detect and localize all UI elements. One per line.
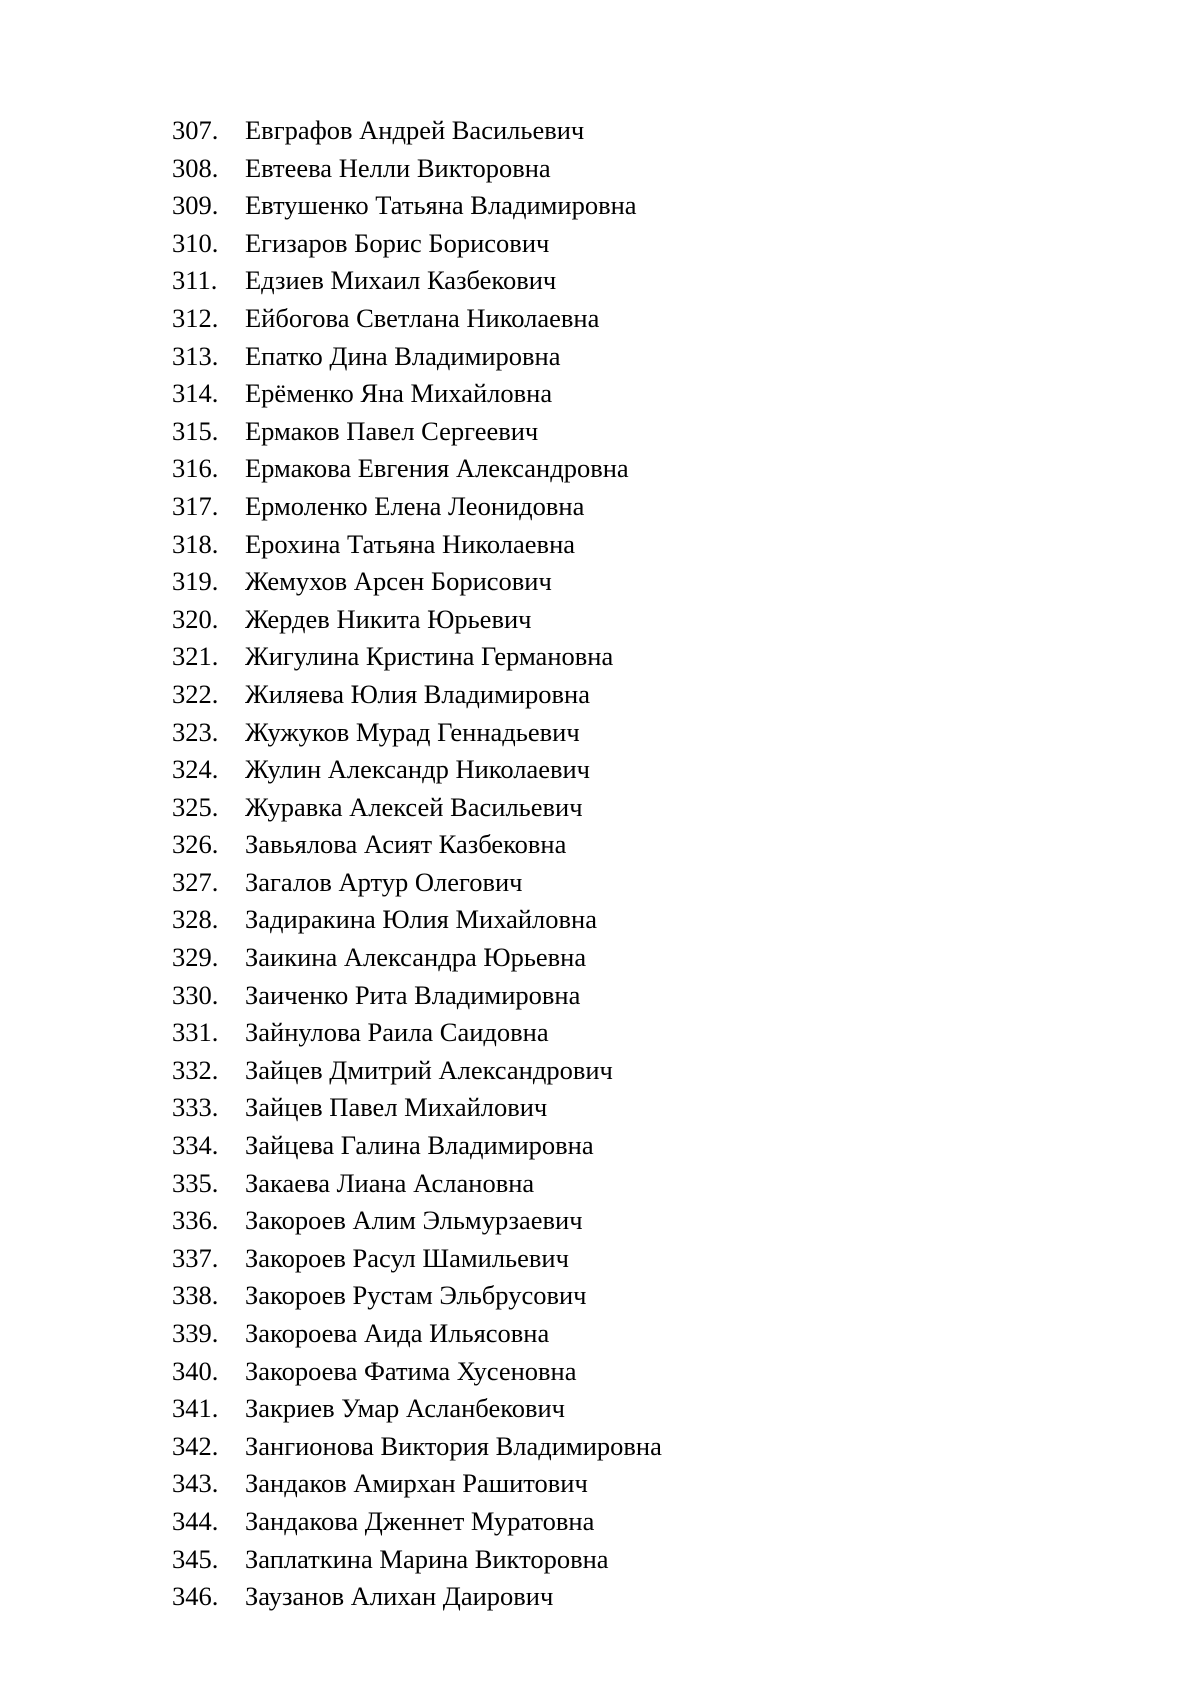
list-item-name: Ерохина Татьяна Николаевна bbox=[245, 528, 576, 559]
list-item-name: Жердев Никита Юрьевич bbox=[245, 603, 532, 634]
list-item-number: 328. bbox=[172, 904, 219, 935]
list-item-name: Закаева Лиана Аслановна bbox=[245, 1167, 535, 1198]
list-item-number: 324. bbox=[172, 754, 219, 785]
list-item bbox=[172, 901, 662, 939]
list-item-name: Жиляева Юлия Владимировна bbox=[245, 678, 590, 709]
list-item bbox=[172, 789, 662, 827]
list-item bbox=[172, 1202, 662, 1240]
list-item bbox=[172, 225, 662, 263]
list-item-name: Заплаткина Марина Викторовна bbox=[245, 1543, 609, 1574]
list-item bbox=[172, 751, 662, 789]
list-item-name: Евграфов Андрей Васильевич bbox=[245, 115, 585, 145]
list-item-number: 331. bbox=[172, 1017, 219, 1048]
list-item-name: Заиченко Рита Владимировна bbox=[245, 979, 581, 1010]
list-item bbox=[172, 150, 662, 188]
list-item-number: 334. bbox=[172, 1130, 219, 1161]
list-item-number: 316. bbox=[172, 453, 219, 484]
list-item-number: 326. bbox=[172, 829, 219, 860]
list-item bbox=[172, 1315, 662, 1353]
list-item-name: Зайцева Галина Владимировна bbox=[245, 1130, 594, 1161]
list-item bbox=[172, 413, 662, 451]
list-item-number: 339. bbox=[172, 1318, 219, 1348]
list-item bbox=[172, 1428, 662, 1466]
list-item-number: 344. bbox=[172, 1505, 219, 1536]
list-item-name: Заикина Александра Юрьевна bbox=[245, 942, 587, 973]
list-item bbox=[172, 1390, 662, 1428]
list-item-number: 311. bbox=[172, 265, 218, 296]
list-item-number: 332. bbox=[172, 1054, 219, 1085]
list-item-name: Ермакова Евгения Александровна bbox=[245, 453, 629, 484]
list-item bbox=[172, 526, 662, 564]
list-item bbox=[172, 1014, 662, 1052]
list-item-name: Зангионова Виктория Владимировна bbox=[245, 1430, 662, 1461]
list-item bbox=[172, 338, 662, 376]
list-item bbox=[172, 1127, 662, 1165]
list-item bbox=[172, 714, 662, 752]
list-item-number: 315. bbox=[172, 415, 219, 446]
list-item-number: 340. bbox=[172, 1355, 219, 1386]
list-item-name: Ермаков Павел Сергеевич bbox=[245, 415, 539, 446]
list-item-number: 317. bbox=[172, 490, 219, 521]
list-item-name: Задиракина Юлия Михайловна bbox=[245, 904, 597, 935]
list-item-number: 308. bbox=[172, 152, 219, 183]
list-item-number: 321. bbox=[172, 641, 219, 672]
list-item-number: 338. bbox=[172, 1280, 219, 1311]
list-item-number: 346. bbox=[172, 1581, 219, 1612]
list-item-number: 314. bbox=[172, 378, 219, 409]
list-item bbox=[172, 1052, 662, 1090]
list-item-number: 310. bbox=[172, 227, 219, 258]
list-item-number: 342. bbox=[172, 1430, 219, 1461]
list-item bbox=[172, 300, 662, 338]
list-item bbox=[172, 939, 662, 977]
list-item-name: Жигулина Кристина Германовна bbox=[245, 641, 614, 672]
list-item-name: Зандаков Амирхан Рашитович bbox=[245, 1468, 588, 1499]
list-item bbox=[172, 1089, 662, 1127]
list-item-name: Закороев Алим Эльмурзаевич bbox=[245, 1205, 583, 1236]
list-item-number: 319. bbox=[172, 566, 219, 597]
list-item bbox=[172, 977, 662, 1015]
list-item-name: Зайцев Дмитрий Александрович bbox=[245, 1054, 613, 1085]
list-item-name: Жемухов Арсен Борисович bbox=[245, 566, 552, 597]
list-item bbox=[172, 1353, 662, 1391]
list-item bbox=[172, 262, 662, 300]
list-item-name: Ерёменко Яна Михайловна bbox=[245, 378, 553, 409]
list-item-number: 333. bbox=[172, 1092, 219, 1123]
list-item-name: Ейбогова Светлана Николаевна bbox=[245, 302, 600, 333]
list-item-name: Евтеева Нелли Викторовна bbox=[245, 152, 551, 183]
list-item-number: 309. bbox=[172, 190, 219, 221]
list-item-name: Зайцев Павел Михайлович bbox=[245, 1092, 548, 1123]
list-item-name: Ермоленко Елена Леонидовна bbox=[245, 490, 585, 521]
list-item-number: 345. bbox=[172, 1543, 219, 1574]
list-item-number: 325. bbox=[172, 791, 219, 822]
list-item bbox=[172, 375, 662, 413]
list-item bbox=[172, 1578, 662, 1616]
list-item bbox=[172, 1465, 662, 1503]
list-item bbox=[172, 638, 662, 676]
list-item-number: 329. bbox=[172, 942, 219, 973]
list-item-number: 320. bbox=[172, 603, 219, 634]
list-item-number: 322. bbox=[172, 678, 219, 709]
list-item bbox=[172, 864, 662, 902]
list-item bbox=[172, 1240, 662, 1278]
list-item bbox=[172, 1165, 662, 1203]
list-item-name: Жулин Александр Николаевич bbox=[245, 754, 590, 785]
list-item bbox=[172, 601, 662, 639]
list-item-name: Загалов Артур Олегович bbox=[245, 866, 523, 897]
list-item-name: Епатко Дина Владимировна bbox=[245, 340, 561, 371]
list-item bbox=[172, 1541, 662, 1579]
list-item bbox=[172, 1277, 662, 1315]
list-item-number: 330. bbox=[172, 979, 219, 1010]
list-item-name: Закриев Умар Асланбекович bbox=[245, 1393, 566, 1424]
list-item bbox=[172, 1503, 662, 1541]
list-item-name: Завьялова Асият Казбековна bbox=[245, 829, 567, 860]
list-item bbox=[172, 563, 662, 601]
list-item-number: 307. bbox=[172, 115, 219, 145]
list-item-name: Журавка Алексей Васильевич bbox=[245, 791, 583, 822]
list-item-number: 327. bbox=[172, 866, 219, 897]
list-item bbox=[172, 826, 662, 864]
list-item-number: 335. bbox=[172, 1167, 219, 1198]
list-item-name: Евтушенко Татьяна Владимировна bbox=[245, 190, 637, 221]
list-item-number: 341. bbox=[172, 1393, 219, 1424]
list-item bbox=[172, 187, 662, 225]
list-item-name: Зандакова Дженнет Муратовна bbox=[245, 1505, 595, 1536]
list-item-number: 336. bbox=[172, 1205, 219, 1236]
list-item-number: 313. bbox=[172, 340, 219, 371]
list-item-name: Едзиев Михаил Казбекович bbox=[245, 265, 557, 296]
list-item-number: 343. bbox=[172, 1468, 219, 1499]
list-item bbox=[172, 488, 662, 526]
list-item-name: Егизаров Борис Борисович bbox=[245, 227, 550, 258]
name-list bbox=[172, 112, 662, 1616]
list-item-name: Зайнулова Раила Саидовна bbox=[245, 1017, 549, 1048]
list-item-number: 337. bbox=[172, 1242, 219, 1273]
list-item-number: 312. bbox=[172, 302, 219, 333]
list-item-name: Закороева Аида Ильясовна bbox=[245, 1318, 550, 1348]
list-item bbox=[172, 112, 662, 150]
list-item-name: Закороев Рустам Эльбрусович bbox=[245, 1280, 587, 1311]
list-item-name: Закороев Расул Шамильевич bbox=[245, 1242, 569, 1273]
list-item-name: Закороева Фатима Хусеновна bbox=[245, 1355, 577, 1386]
list-item bbox=[172, 676, 662, 714]
list-item bbox=[172, 450, 662, 488]
list-item-name: Заузанов Алихан Даирович bbox=[245, 1581, 554, 1612]
list-item-number: 318. bbox=[172, 528, 219, 559]
list-item-number: 323. bbox=[172, 716, 219, 747]
list-item-name: Жужуков Мурад Геннадьевич bbox=[245, 716, 580, 747]
